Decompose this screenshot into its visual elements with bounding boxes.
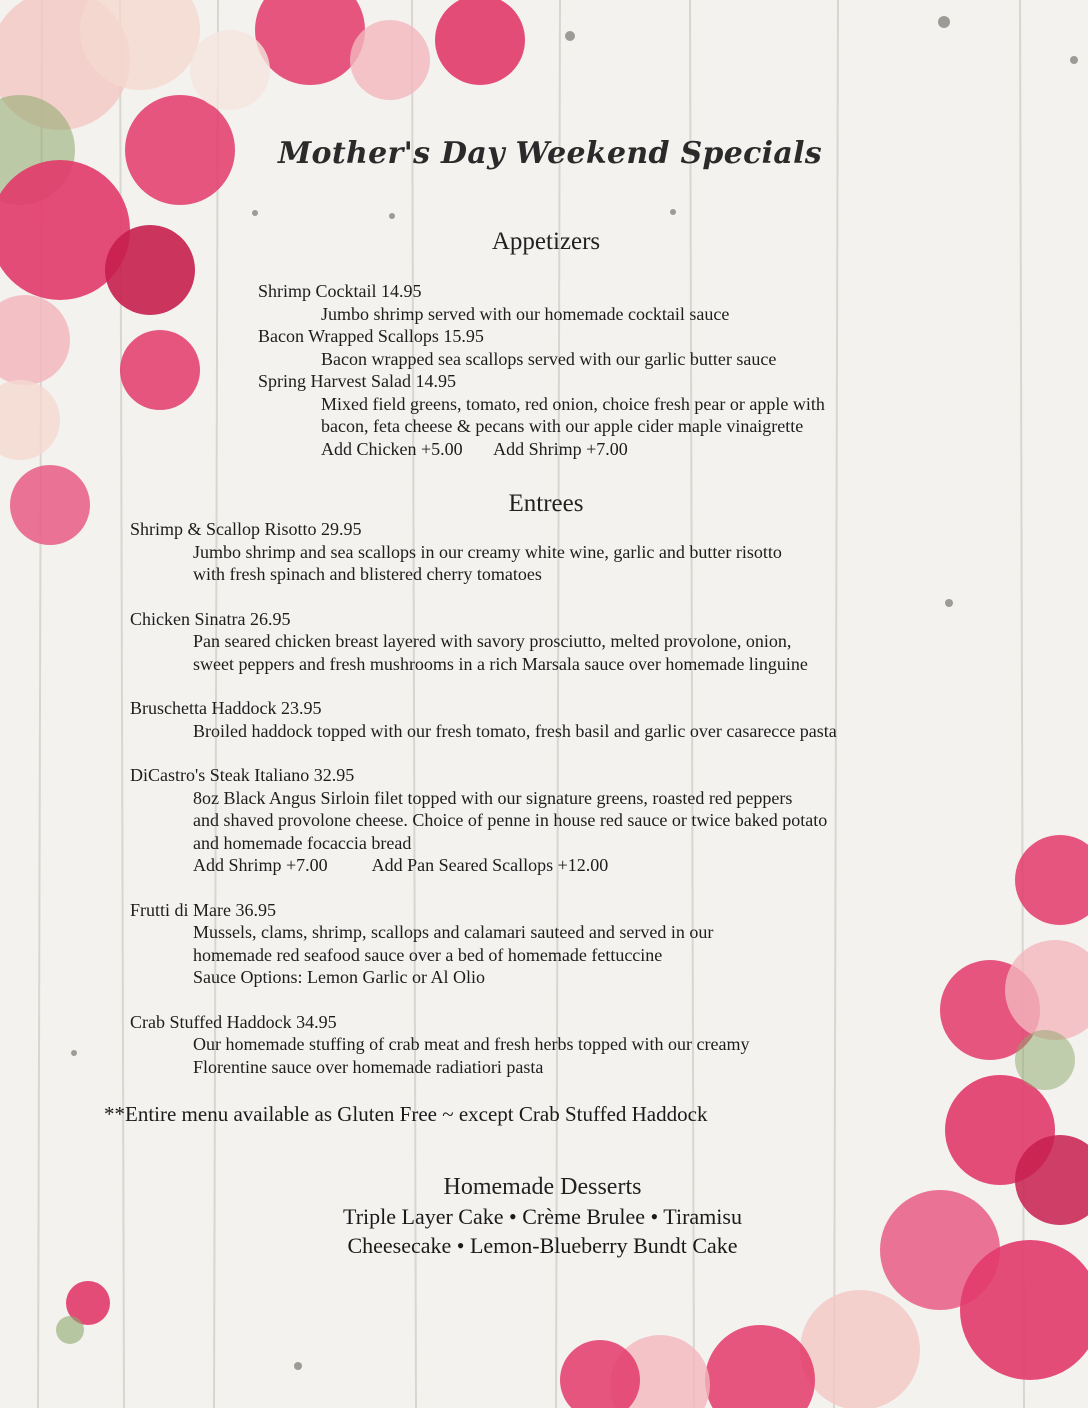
- menu-item: [130, 1011, 1030, 1079]
- menu-item: [130, 764, 1030, 877]
- item-name: Bacon Wrapped Scallops 15.95: [258, 326, 484, 346]
- entrees-list: [130, 518, 1030, 1100]
- desserts-line: Cheesecake • Lemon-Blueberry Bundt Cake: [347, 1233, 738, 1258]
- gluten-free-note: **Entire menu available as Gluten Free ~ except Crab Stuffed Haddock: [104, 1102, 708, 1126]
- item-name: Shrimp Cocktail 14.95: [258, 281, 422, 301]
- item-description: and homemade focaccia bread: [193, 832, 412, 853]
- item-name: Frutti di Mare 36.95: [130, 899, 276, 920]
- item-name: DiCastro's Steak Italiano 32.95: [130, 765, 355, 785]
- item-name: Shrimp & Scallop Risotto 29.95: [130, 519, 362, 539]
- item-description: sweet peppers and fresh mushrooms in a rich Marsala sauce over homemade linguine: [193, 653, 808, 674]
- item-description: homemade red seafood sauce over a bed of homemade fettuccine: [193, 944, 663, 965]
- item-name: Spring Harvest Salad 14.95: [258, 371, 456, 391]
- item-description: Florentine sauce over homemade radiatiori pasta: [193, 1056, 544, 1077]
- menu-item: [258, 280, 998, 325]
- menu-item: [258, 370, 998, 460]
- menu-item: [130, 697, 1030, 742]
- item-name: Chicken Sinatra 26.95: [130, 608, 291, 629]
- desserts-heading: Homemade Desserts: [443, 1174, 642, 1200]
- item-description: and shaved provolone cheese. Choice of penne in house red sauce or twice baked potato: [193, 810, 828, 830]
- item-description: 8oz Black Angus Sirloin filet topped with our signature greens, roasted red peppers: [193, 787, 793, 808]
- item-description: Broiled haddock topped with our fresh tomato, fresh basil and garlic over casarecce pasta: [193, 720, 837, 741]
- item-add-ons: Add Chicken +5.00 Add Shrimp +7.00: [321, 438, 628, 459]
- menu-item: [130, 518, 1030, 586]
- item-description: Pan seared chicken breast layered with savory prosciutto, melted provolone, onion,: [193, 631, 792, 651]
- menu-item: [130, 608, 1030, 676]
- item-description: Sauce Options: Lemon Garlic or Al Olio: [193, 967, 485, 987]
- item-description: Bacon wrapped sea scallops served with our garlic butter sauce: [321, 348, 777, 369]
- item-description: bacon, feta cheese & pecans with our apple cider maple vinaigrette: [321, 416, 804, 436]
- entrees-heading: Entrees: [508, 490, 584, 517]
- item-description: Our homemade stuffing of crab meat and fresh herbs topped with our creamy: [193, 1034, 750, 1054]
- menu-item: [258, 325, 998, 370]
- item-name: Bruschetta Haddock 23.95: [130, 698, 322, 718]
- appetizers-list: [258, 280, 998, 460]
- item-description: with fresh spinach and blistered cherry tomatoes: [193, 564, 542, 584]
- desserts-section: [240, 1172, 845, 1260]
- item-description: Mussels, clams, shrimp, scallops and calamari sauteed and served in our: [193, 922, 714, 942]
- item-description: Jumbo shrimp served with our homemade cocktail sauce: [321, 303, 730, 324]
- menu-item: [130, 899, 1030, 989]
- appetizers-heading: Appetizers: [491, 228, 601, 255]
- desserts-line: Triple Layer Cake • Crème Brulee • Tiramisu: [343, 1204, 742, 1229]
- item-description: Mixed field greens, tomato, red onion, choice fresh pear or apple with: [321, 393, 825, 414]
- item-name: Crab Stuffed Haddock 34.95: [130, 1011, 337, 1032]
- menu-title: Mother's Day Weekend Specials: [278, 136, 822, 171]
- item-description: Jumbo shrimp and sea scallops in our creamy white wine, garlic and butter risotto: [193, 541, 782, 562]
- item-add-ons: Add Shrimp +7.00 Add Pan Seared Scallops +12.00: [193, 855, 609, 875]
